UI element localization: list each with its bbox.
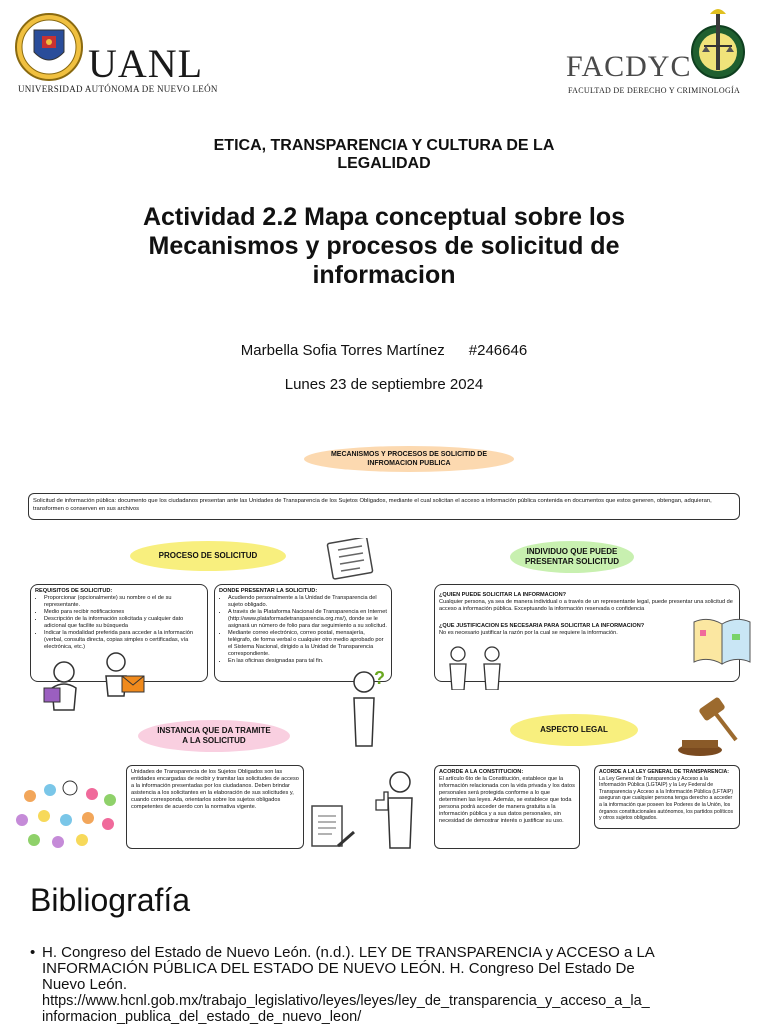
definition-box: Solicitud de información pública: documento que los ciudadanos presentan ante las Unidades de Transparencia de los Sujetos Obligados, mediante el cual solicitan el acceso a información pública contenida en documentos que estos generen, obtengan, adquieran, transformen o conserven en sus archivos [28, 493, 740, 520]
bib-url[interactable]: https://www.hcnl.gob.mx/trabajo_legislativo/leyes/leyes/ley_de_transparencia_y_acceso_a_la_ [42, 993, 650, 1009]
list-item: • Descripción de la información solicitada y cualquier dato adicional que facilite su búsqueda [44, 616, 203, 630]
instancia-label: INSTANCIA QUE DA TRAMITE A LA SOLICITUD [138, 720, 290, 752]
constitucion-title: ACORDE A LA CONSTITUCION: [439, 769, 524, 775]
individuo-q1: ¿QUIEN PUEDE SOLICITAR LA INFORMACION? [439, 592, 567, 598]
course-title-line2: LEGALIDAD [337, 155, 431, 172]
document-pen-icon [308, 802, 356, 852]
activity-title-line1: Actividad 2.2 Mapa conceptual sobre los [142, 203, 626, 231]
bib-line-2: INFORMACIÓN PÚBLICA DEL ESTADO DE NUEVO LEÓN. H. Congreso Del Estado De [42, 960, 635, 977]
uanl-shield-icon [14, 12, 84, 82]
crowd-icon [10, 776, 120, 850]
activity-title-line3: informacion [312, 261, 456, 289]
svg-text:?: ? [374, 668, 385, 688]
course-title-line1: ETICA, TRANSPARENCIA Y CULTURA DE LA [213, 137, 555, 154]
individuo-label: INDIVIDUO QUE PUEDE PRESENTAR SOLICITUD [510, 541, 634, 573]
facdyc-name: FACDYC [566, 50, 692, 83]
bibliography-title: Bibliografía [30, 882, 191, 918]
map-main-title: MECANISMOS Y PROCESOS DE SOLICITID DE INFROMACION PUBLICA [304, 446, 514, 472]
facdyc-logo [566, 6, 756, 98]
activity-title-line2: Mecanismos y procesos de solicitud de [148, 232, 620, 260]
bib-line-1: H. Congreso del Estado de Nuevo León. (n.d.). LEY DE TRANSPARENCIA y ACCESO a LA [42, 944, 655, 961]
list-item: • Acudiendo personalmente a la Unidad de Transparencia del sujeto obligado. [228, 595, 387, 609]
list-item: • A través de la Plataforma Nacional de Transparencia en Internet (http://www.plataformadetransparencia.org.mx/), donde se le asignará un número de folio para dar seguimiento a su solicitud. [228, 609, 387, 630]
list-item: • En las oficinas designadas para tal fin. [228, 658, 387, 665]
donde-list [219, 595, 387, 665]
individuo-q2: ¿QUE JUSTIFICACION ES NECESARIA PARA SOLICITAR LA INFORMACION? [439, 623, 645, 629]
proceso-solicitud-label: PROCESO DE SOLICITUD [130, 541, 286, 571]
student-id: #246646 [468, 342, 528, 359]
individuo-a2: No es necesario justificar la razón por la cual se requiere la información. [439, 630, 618, 636]
book-icon [692, 614, 752, 668]
facdyc-emblem-icon [686, 6, 750, 86]
people-talking-icon [442, 646, 512, 690]
checklist-icon [324, 538, 378, 582]
instancia-box: Unidades de Transparencia de los Sujetos Obligados son las entidades encargadas de recibir y tramitar las solicitudes de acceso a la información presentadas por los ciudadanos. Deben brindar asistencia a los solicitantes en la elaboración de sus solicitudes y, cuando corresponda, orientarlos sobre los sujetos obligados competentes de acuerdo con la normativa vigente. [126, 765, 304, 849]
bibliography-entry: • H. Congreso del Estado de Nuevo León. (n.d.). LEY DE TRANSPARENCIA y ACCESO a LA INFORMACIÓN PÚBLICA DEL ESTADO DE NUEVO LEÓN. H. Congreso Del Estado De Nuevo León. https://www.hcnl.gob.mx/trabajo_legislativo/leyes/leyes/ley_de_transparencia_y_acceso_a_la_ informacion_publica_del_estado_de_nuevo_leon/ [30, 945, 760, 1025]
bib-line-3: Nuevo León. [42, 976, 128, 993]
uanl-name: UANL [88, 41, 204, 86]
ley-general-title: ACORDE A LA LEY GENERAL DE TRANSPARENCIA: [599, 769, 729, 775]
list-item: • Indicar la modalidad preferida para acceder a la información (verbal, consulta directa, copias simples o certificadas, vía electrónica, etc.) [44, 630, 203, 651]
uanl-subtitle: UNIVERSIDAD AUTÓNOMA DE NUEVO LEÓN [18, 84, 218, 94]
reading-person-icon [38, 660, 84, 716]
aspecto-legal-label: ASPECTO LEGAL [510, 714, 638, 746]
individuo-a1: Cualquier persona, ya sea de manera individual o a través de un representante legal, puede presentar una solicitud de acceso a información pública. Exceptuando la información reservada o confidencia [439, 599, 733, 612]
gavel-icon [674, 696, 744, 758]
ley-general-box [594, 765, 740, 829]
bib-url-cont[interactable]: informacion_publica_del_estado_de_nuevo_leon/ [42, 1009, 362, 1025]
mail-person-icon [100, 652, 146, 698]
constitucion-box [434, 765, 580, 849]
requisitos-title: REQUISITOS DE SOLICITUD: [35, 588, 113, 594]
author-line [0, 342, 768, 359]
list-item: • Mediante correo electrónico, correo postal, mensajería, telégrafo, de forma verbal o cualquier otro medio aprobado por el Sistema Nacional, dirigido a la Unidad de Transparencia correspondiente. [228, 630, 387, 658]
facdyc-subtitle: FACULTAD DE DERECHO Y CRIMINOLOGÍA [568, 86, 741, 95]
donde-title: DONDE PRESENTAR LA SOLICITUD: [219, 588, 318, 594]
date: Lunes 23 de septiembre 2024 [284, 376, 484, 393]
ley-general-text: La Ley General de Transparencia y Acceso a la Información Pública (LGTAIP) y la Ley Federal de Transparencia y Acceso a la Información Pública (LFTAIP) aseguran que cualquier persona tenga derecho a acceder a la información que poseen los Poderes de la Unión, los órganos constitucionales autónomos, los partidos políticos y otros sujetos obligados. [599, 775, 734, 822]
thumbs-up-person-icon [372, 770, 418, 850]
author-name: Marbella Sofia Torres Martínez [240, 342, 445, 359]
list-item: • Proporcionar (opcionalmente) su nombre o el de su representante. [44, 595, 203, 609]
list-item: • Medio para recibir notificaciones [44, 609, 203, 616]
constitucion-text: El artículo 6to de la Constitución, establece que la información relacionada con la vida privada y los datos personales será protegida conforme a lo que determinen las leyes. Además, se establece que toda persona podrá acceder de manera gratuita a la información pública y a sus datos personales, sin necesidad de demostrar interés o justificar su uso. [439, 776, 575, 824]
requisitos-list [35, 595, 203, 651]
thinking-person-icon [346, 668, 390, 748]
uanl-logo [14, 12, 218, 102]
